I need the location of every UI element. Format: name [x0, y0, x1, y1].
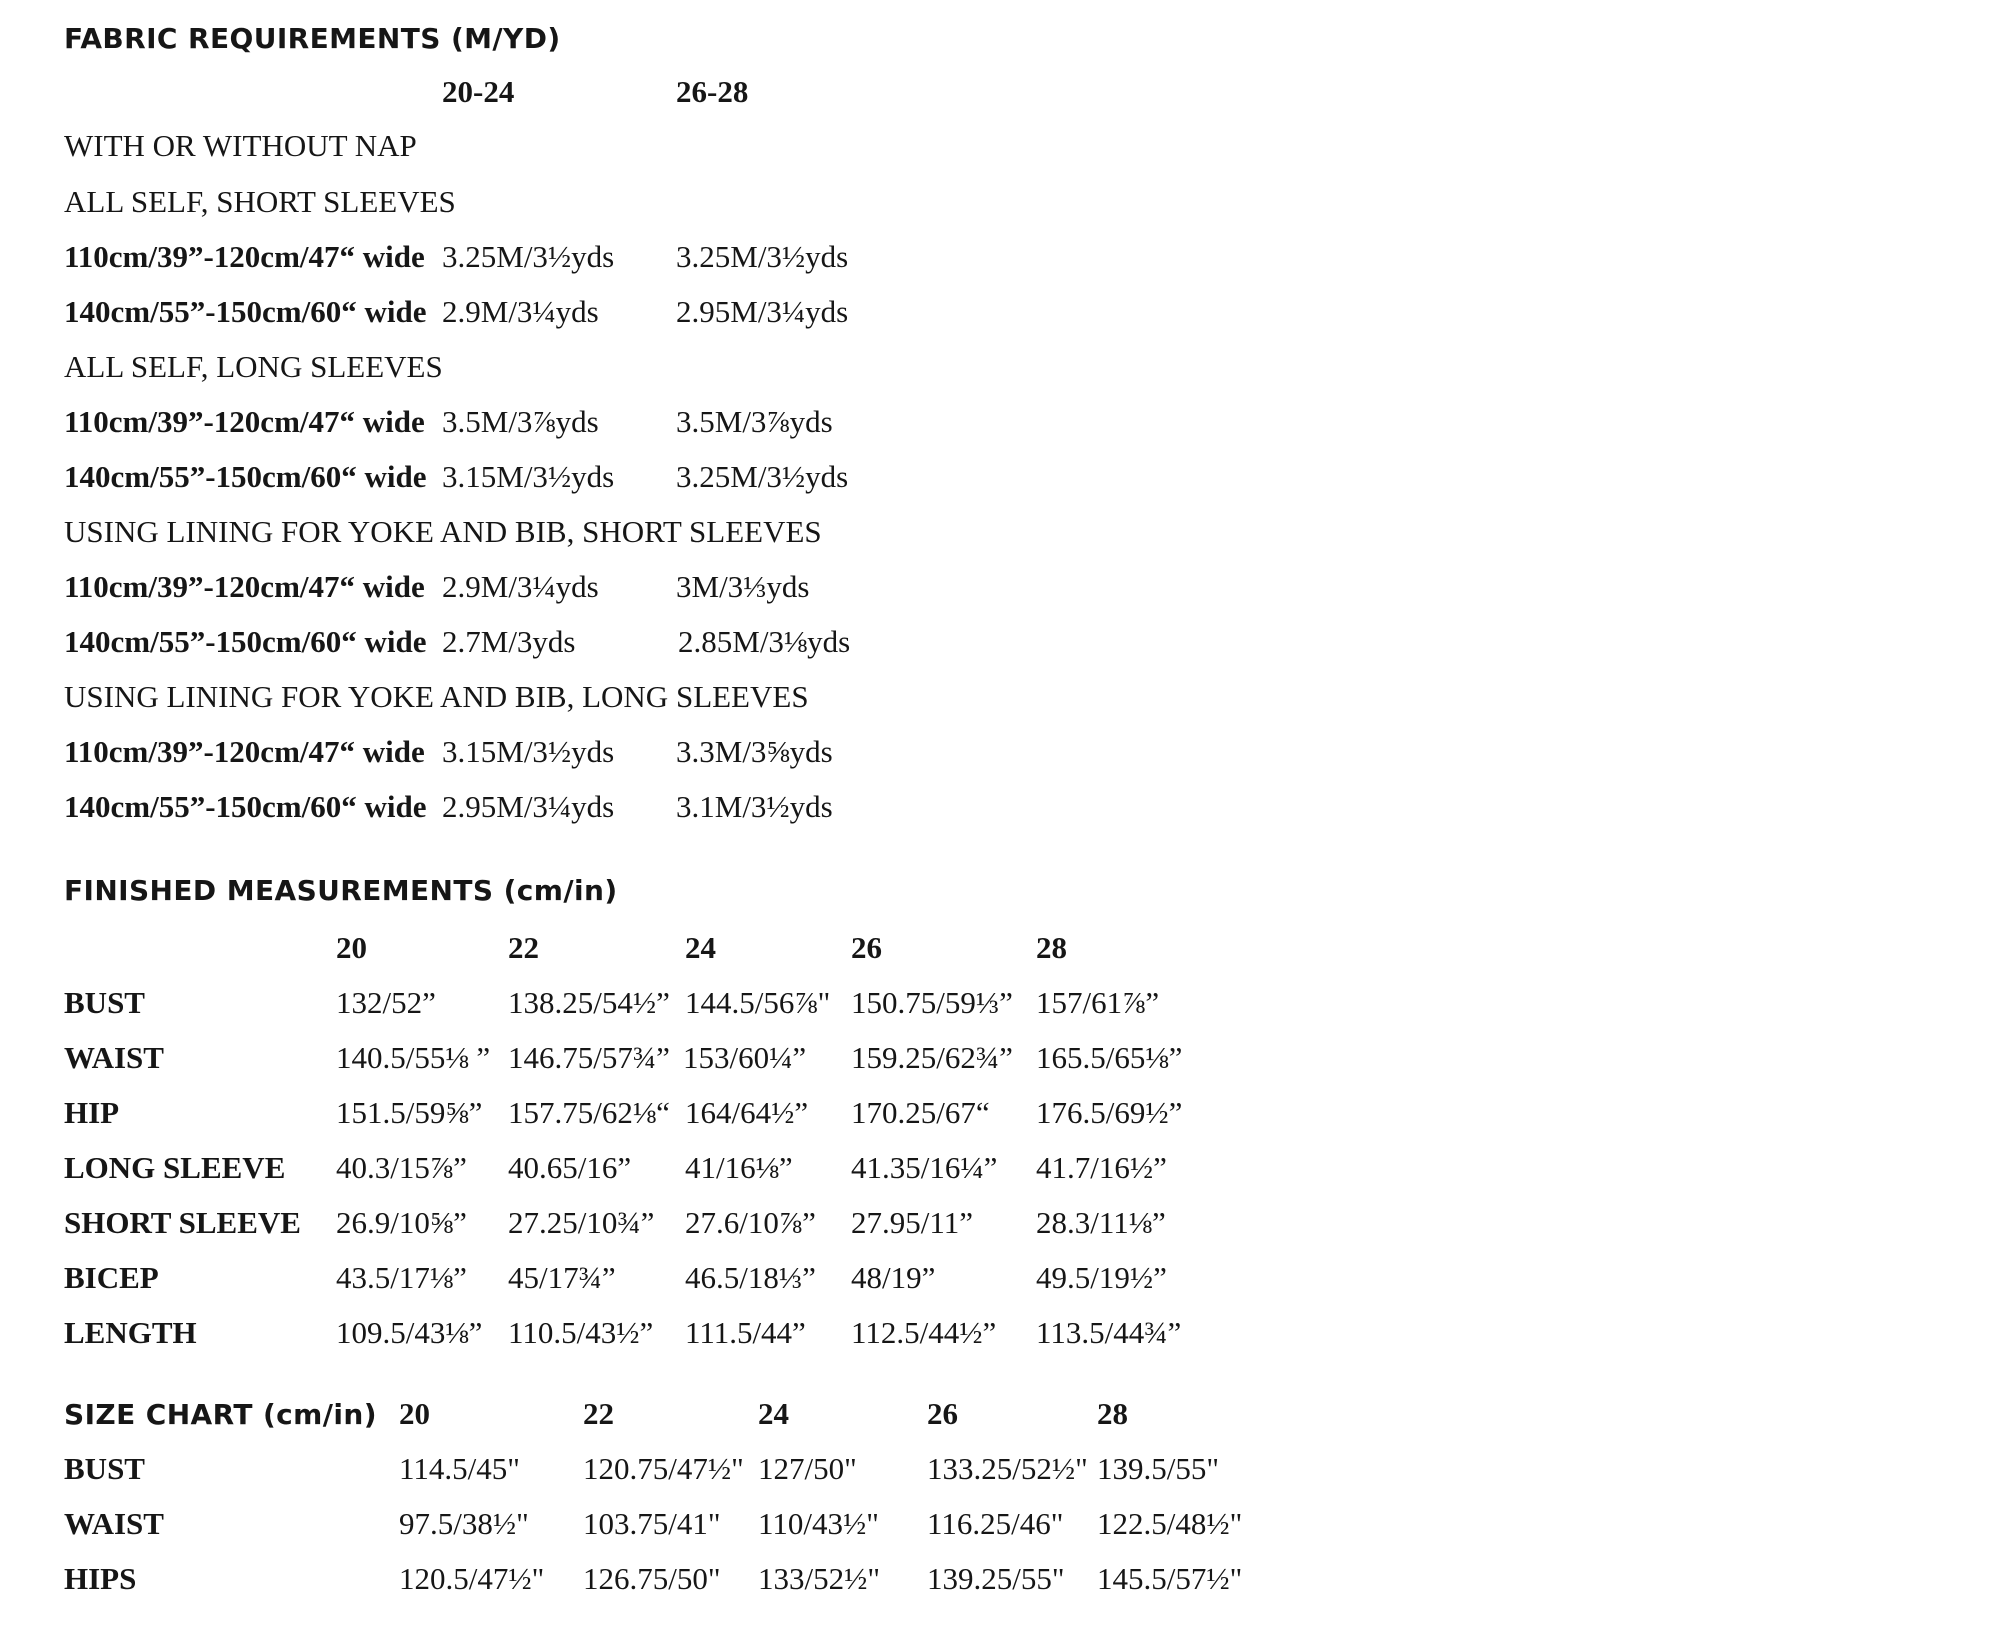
size-chart-value: 97.5/38½" [399, 1506, 529, 1541]
measurement-value: 27.6/10⅞” [685, 1205, 816, 1240]
size-chart-value: 126.75/50" [583, 1561, 721, 1596]
fabric-value: 3.25M/3½yds [676, 239, 849, 274]
fabric-row [0, 404, 2000, 458]
measurement-value: 157/61⅞” [1036, 985, 1160, 1020]
fabric-row [0, 734, 2000, 788]
measurement-value: 165.5/65⅛” [1036, 1040, 1183, 1075]
finished-row [0, 1205, 2000, 1259]
measurement-value: 157.75/62⅛“ [508, 1095, 670, 1130]
size-chart-value: 133/52½" [758, 1561, 881, 1596]
size-chart-label: WAIST [64, 1506, 164, 1541]
fabric-width: 140cm/55”-150cm/60“ wide [64, 624, 427, 659]
measurement-value: 170.25/67“ [851, 1095, 990, 1130]
measurement-value: 112.5/44½” [851, 1315, 997, 1350]
fabric-value: 3M/3⅓yds [676, 569, 810, 604]
finished-size-header [0, 930, 2000, 984]
measurement-value: 138.25/54½” [508, 985, 670, 1020]
size-header: 22 [583, 1396, 614, 1431]
measurement-value: 109.5/43⅛” [336, 1315, 483, 1350]
fabric-width: 110cm/39”-120cm/47“ wide [64, 239, 425, 274]
fabric-section-heading: ALL SELF, LONG SLEEVES [64, 349, 443, 384]
fabric-value: 2.95M/3¼yds [442, 789, 615, 824]
measurement-label: BUST [64, 985, 145, 1020]
measurement-value: 48/19” [851, 1260, 936, 1295]
size-chart-row [0, 1506, 2000, 1560]
fabric-row [0, 569, 2000, 623]
finished-measurements-title: FINISHED MEASUREMENTS (cm/in) [64, 874, 618, 907]
measurement-value: 46.5/18⅓” [685, 1260, 816, 1295]
size-header: 24 [685, 930, 716, 965]
size-header: 26 [851, 930, 882, 965]
fabric-requirements-title: FABRIC REQUIREMENTS (M/YD) [64, 22, 561, 55]
measurement-label: LONG SLEEVE [64, 1150, 286, 1185]
fabric-section-heading: ALL SELF, SHORT SLEEVES [64, 184, 456, 219]
measurement-value: 27.95/11” [851, 1205, 973, 1240]
measurement-value: 140.5/55⅛ ” [336, 1040, 491, 1075]
size-chart-value: 145.5/57½" [1097, 1561, 1243, 1596]
measurement-value: 49.5/19½” [1036, 1260, 1167, 1295]
fabric-width: 110cm/39”-120cm/47“ wide [64, 734, 425, 769]
fabric-value: 2.7M/3yds [442, 624, 576, 659]
fabric-width: 110cm/39”-120cm/47“ wide [64, 404, 425, 439]
size-chart-value: 103.75/41" [583, 1506, 721, 1541]
measurement-value: 146.75/57¾” [508, 1040, 670, 1075]
measurement-value: 151.5/59⅝” [336, 1095, 483, 1130]
size-chart-value: 120.75/47½" [583, 1451, 744, 1486]
fabric-row [0, 239, 2000, 293]
fabric-width: 140cm/55”-150cm/60“ wide [64, 459, 427, 494]
finished-row [0, 1095, 2000, 1149]
measurement-value: 45/17¾” [508, 1260, 616, 1295]
fabric-value: 3.3M/3⅝yds [676, 734, 833, 769]
fabric-width: 140cm/55”-150cm/60“ wide [64, 294, 427, 329]
measurement-value: 150.75/59⅓” [851, 985, 1013, 1020]
fabric-value: 2.9M/3¼yds [442, 569, 599, 604]
fabric-value: 2.9M/3¼yds [442, 294, 599, 329]
fabric-column-header: 26-28 [676, 74, 749, 109]
size-header: 26 [927, 1396, 958, 1431]
size-chart-value: 120.5/47½" [399, 1561, 545, 1596]
measurement-value: 153/60¼” [683, 1040, 807, 1075]
fabric-value: 2.95M/3¼yds [676, 294, 849, 329]
size-chart-label: BUST [64, 1451, 145, 1486]
size-header: 28 [1036, 930, 1067, 965]
measurement-value: 144.5/56⅞" [685, 985, 831, 1020]
fabric-value: 3.5M/3⅞yds [442, 404, 599, 439]
measurement-label: SHORT SLEEVE [64, 1205, 301, 1240]
measurement-value: 28.3/11⅛” [1036, 1205, 1166, 1240]
fabric-row [0, 459, 2000, 513]
measurement-value: 41.35/16¼” [851, 1150, 998, 1185]
measurement-value: 110.5/43½” [508, 1315, 654, 1350]
measurement-value: 43.5/17⅛” [336, 1260, 467, 1295]
fabric-value: 3.15M/3½yds [442, 734, 615, 769]
finished-row [0, 985, 2000, 1039]
size-chart-value: 127/50" [758, 1451, 857, 1486]
size-chart-value: 114.5/45" [399, 1451, 520, 1486]
fabric-value: 2.85M/3⅛yds [678, 624, 851, 659]
measurement-value: 41/16⅛” [685, 1150, 793, 1185]
fabric-section-heading: USING LINING FOR YOKE AND BIB, SHORT SLEEVES [64, 514, 822, 549]
fabric-value: 3.25M/3½yds [442, 239, 615, 274]
finished-row [0, 1040, 2000, 1094]
size-header: 20 [399, 1396, 430, 1431]
measurement-label: WAIST [64, 1040, 164, 1075]
measurement-value: 113.5/44¾” [1036, 1315, 1182, 1350]
fabric-value: 3.15M/3½yds [442, 459, 615, 494]
measurement-value: 176.5/69½” [1036, 1095, 1183, 1130]
size-chart-label: HIPS [64, 1561, 137, 1596]
fabric-value: 3.25M/3½yds [676, 459, 849, 494]
fabric-section-heading: USING LINING FOR YOKE AND BIB, LONG SLEEVES [64, 679, 809, 714]
measurement-value: 40.65/16” [508, 1150, 632, 1185]
size-chart-value: 133.25/52½" [927, 1451, 1088, 1486]
size-chart-value: 116.25/46" [927, 1506, 1064, 1541]
fabric-width: 140cm/55”-150cm/60“ wide [64, 789, 427, 824]
measurement-value: 164/64½” [685, 1095, 809, 1130]
measurement-value: 111.5/44” [685, 1315, 806, 1350]
measurement-value: 26.9/10⅝” [336, 1205, 467, 1240]
size-chart-value: 139.5/55" [1097, 1451, 1220, 1486]
finished-row [0, 1260, 2000, 1314]
measurement-label: LENGTH [64, 1315, 197, 1350]
measurement-label: BICEP [64, 1260, 159, 1295]
fabric-column-header: 20-24 [442, 74, 515, 109]
fabric-value: 3.1M/3½yds [676, 789, 833, 824]
fabric-row [0, 789, 2000, 843]
nap-note: WITH OR WITHOUT NAP [64, 128, 417, 163]
measurement-value: 27.25/10¾” [508, 1205, 655, 1240]
measurement-value: 40.3/15⅞” [336, 1150, 467, 1185]
measurement-label: HIP [64, 1095, 120, 1130]
measurement-value: 41.7/16½” [1036, 1150, 1167, 1185]
measurement-value: 132/52” [336, 985, 436, 1020]
fabric-width: 110cm/39”-120cm/47“ wide [64, 569, 425, 604]
fabric-row [0, 294, 2000, 348]
fabric-row [0, 624, 2000, 678]
size-chart-value: 122.5/48½" [1097, 1506, 1243, 1541]
size-header: 20 [336, 930, 367, 965]
finished-row [0, 1150, 2000, 1204]
size-chart-title: SIZE CHART (cm/in) [64, 1398, 377, 1431]
size-chart-row [0, 1451, 2000, 1505]
fabric-value: 3.5M/3⅞yds [676, 404, 833, 439]
measurement-value: 159.25/62¾” [851, 1040, 1013, 1075]
size-header: 22 [508, 930, 539, 965]
size-chart-row [0, 1561, 2000, 1615]
size-chart-value: 139.25/55" [927, 1561, 1065, 1596]
finished-row [0, 1315, 2000, 1369]
size-header: 28 [1097, 1396, 1128, 1431]
size-header: 24 [758, 1396, 789, 1431]
size-chart-value: 110/43½" [758, 1506, 879, 1541]
size-chart-header [0, 1396, 2000, 1450]
